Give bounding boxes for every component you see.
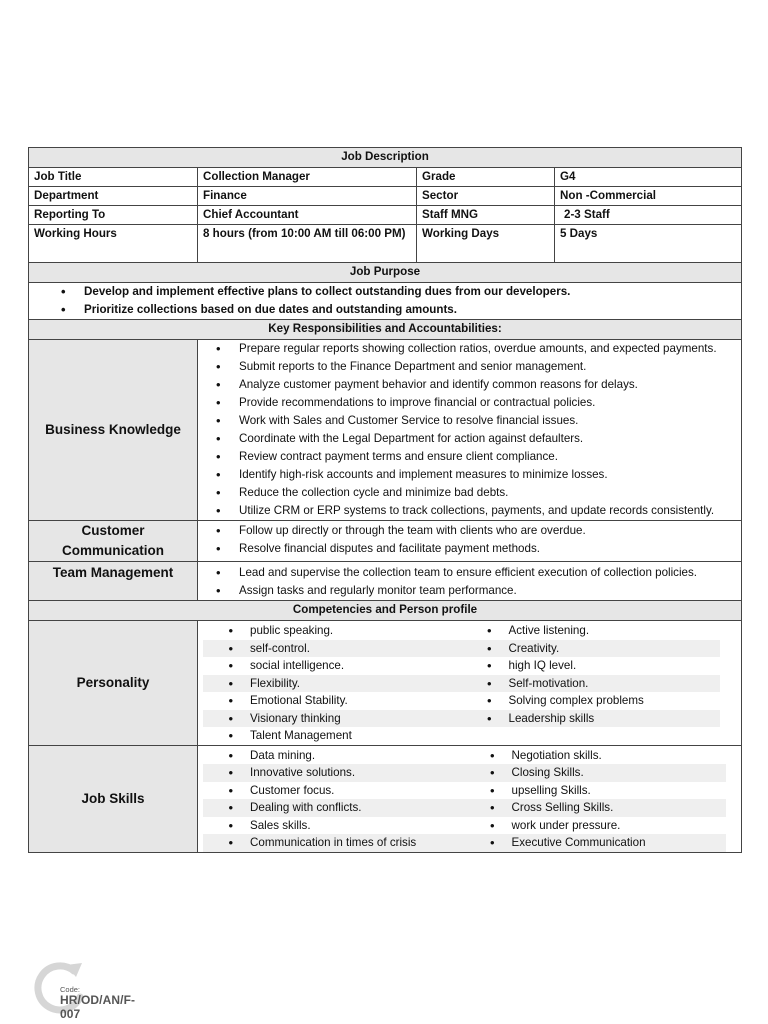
code-label: Code: xyxy=(60,985,81,994)
list-item: • Active listening. xyxy=(486,623,590,638)
section-title-job-description: Job Description xyxy=(29,148,742,168)
personality-list xyxy=(198,621,742,746)
grade-value: G4 xyxy=(555,168,742,187)
staff-value: 2-3 Staff xyxy=(555,206,742,225)
list-item: • Coordinate with the Legal Department for action against defaulters. xyxy=(239,430,728,448)
list-item: • Analyze customer payment behavior and identify common reasons for delays. xyxy=(239,376,728,394)
reporting-label: Reporting To xyxy=(29,206,198,225)
list-item: • social intelligence. xyxy=(228,658,345,673)
job-description-table xyxy=(28,147,742,853)
sector-value: Non -Commercial xyxy=(555,187,742,206)
list-item: • Customer focus. xyxy=(228,782,335,798)
list-item: • Communication in times of crisis xyxy=(203,834,465,852)
list-item: • Work with Sales and Customer Service to resolve financial issues. xyxy=(239,412,728,430)
list-item: • Closing Skills. xyxy=(465,764,727,782)
department-value: Finance xyxy=(198,187,417,206)
section-title-responsibilities: Key Responsibilities and Accountabilities: xyxy=(29,320,742,340)
staff-label: Staff MNG xyxy=(417,206,555,225)
list-item: • Lead and supervise the collection team to ensure efficient execution of collection policies. xyxy=(239,564,728,582)
list-item: • Visionary thinking xyxy=(203,710,462,728)
job-skills-right-column xyxy=(465,747,727,852)
list-item: • Reduce the collection cycle and minimize bad debts. xyxy=(239,484,728,502)
list-item: • work under pressure. xyxy=(489,817,621,833)
list-item: • Creativity. xyxy=(462,640,721,658)
customer-communication-list xyxy=(198,521,742,562)
list-item: • Data mining. xyxy=(228,747,316,763)
list-item: • Prioritize collections based on due dates and outstanding amounts. xyxy=(84,301,728,319)
list-item: • Leadership skills xyxy=(462,710,721,728)
list-item: • public speaking. xyxy=(228,623,334,638)
code-value: HR/OD/AN/F-007 xyxy=(60,993,136,1021)
grade-label: Grade xyxy=(417,168,555,187)
business-knowledge-list xyxy=(198,340,742,521)
list-item: • Develop and implement effective plans to collect outstanding dues from our developers. xyxy=(84,283,728,301)
reporting-value: Chief Accountant xyxy=(198,206,417,225)
team-management-label: Team Management xyxy=(29,562,198,601)
job-skills-left-column xyxy=(203,747,465,852)
job-skills-list xyxy=(198,745,742,852)
business-knowledge-label: Business Knowledge xyxy=(29,340,198,521)
list-item: • Identify high-risk accounts and implement measures to minimize losses. xyxy=(239,466,728,484)
list-item: • Cross Selling Skills. xyxy=(465,799,727,817)
personality-label: Personality xyxy=(29,621,198,746)
list-item: • Resolve financial disputes and facilitate payment methods. xyxy=(239,540,728,558)
list-item: • Self-motivation. xyxy=(462,675,721,693)
working-days-label: Working Days xyxy=(417,225,555,263)
list-item: • Prepare regular reports showing collection ratios, overdue amounts, and expected payments. xyxy=(239,340,728,358)
list-item: • Review contract payment terms and ensure client compliance. xyxy=(239,448,728,466)
list-item: • Utilize CRM or ERP systems to track collections, payments, and update records consistently. xyxy=(239,502,728,520)
list-item: • Negotiation skills. xyxy=(489,747,602,763)
working-hours-value: 8 hours (from 10:00 AM till 06:00 PM) xyxy=(198,225,417,263)
list-item: • high IQ level. xyxy=(486,658,577,673)
list-item: • Executive Communication xyxy=(465,834,727,852)
list-item: • Assign tasks and regularly monitor team performance. xyxy=(239,582,728,600)
list-item: • Dealing with conflicts. xyxy=(203,799,465,817)
list-item: • Submit reports to the Finance Department and senior management. xyxy=(239,358,728,376)
list-item: • self-control. xyxy=(203,640,462,658)
personality-left-column xyxy=(203,622,462,745)
department-label: Department xyxy=(29,187,198,206)
list-item: • Follow up directly or through the team with clients who are overdue. xyxy=(239,522,728,540)
list-item: • Innovative solutions. xyxy=(203,764,465,782)
job-skills-label: Job Skills xyxy=(29,745,198,852)
list-item: • Flexibility. xyxy=(203,675,462,693)
document-code-stamp xyxy=(14,955,142,1021)
list-item: • Solving complex problems xyxy=(486,693,644,708)
personality-right-column xyxy=(462,622,721,745)
list-item: • Sales skills. xyxy=(228,817,311,833)
sector-label: Sector xyxy=(417,187,555,206)
job-title-label: Job Title xyxy=(29,168,198,187)
list-item: • Provide recommendations to improve financial or contractual policies. xyxy=(239,394,728,412)
customer-communication-label: Customer Communication xyxy=(29,521,198,562)
list-item: • Talent Management xyxy=(228,728,352,743)
job-title-value: Collection Manager xyxy=(198,168,417,187)
section-title-job-purpose: Job Purpose xyxy=(29,263,742,283)
team-management-list xyxy=(198,562,742,601)
list-item: • upselling Skills. xyxy=(489,782,591,798)
list-item: • Emotional Stability. xyxy=(228,693,348,708)
job-purpose-list xyxy=(29,283,742,320)
section-title-competencies: Competencies and Person profile xyxy=(29,601,742,621)
working-days-value: 5 Days xyxy=(555,225,742,263)
working-hours-label: Working Hours xyxy=(29,225,198,263)
